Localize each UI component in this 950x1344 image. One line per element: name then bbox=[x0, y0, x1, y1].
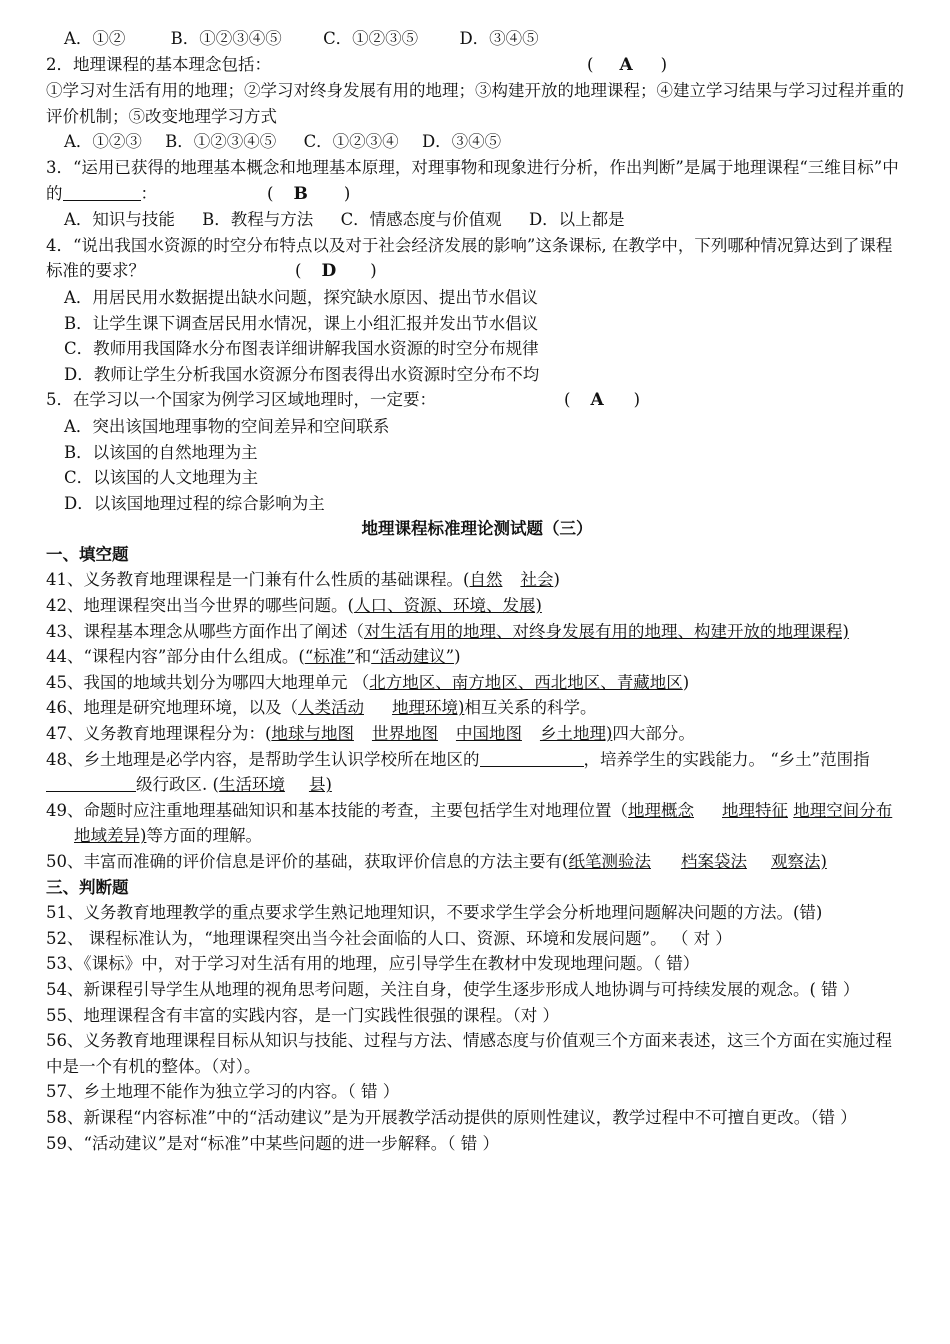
section-heading-fill: 一、填空题 bbox=[46, 544, 129, 564]
q5-option-c: C．以该国的人文地理为主 bbox=[64, 468, 259, 488]
q1-option-c: C．①②③⑤ bbox=[323, 29, 419, 48]
fill-43: 43、课程基本理念从哪些方面作出了阐述（对生活有用的地理、对终身发展有用的地理、构建开放的地理课程) bbox=[46, 621, 849, 641]
fill-50: 50、丰富而准确的评价信息是评价的基础，获取评价信息的方法主要有(纸笔测验法 档案袋法 观察法) bbox=[46, 852, 827, 871]
q5-stem: 5．在学习以一个国家为例学习区域地理时，一定要： ( A ) bbox=[46, 390, 641, 411]
fill-41: 41、义务教育地理课程是一门兼有什么性质的基础课程。(自然 社会) bbox=[46, 570, 560, 590]
fill-47: 47、义务教育地理课程分为：(地球与地图 世界地图 中国地图 乡土地理)四大部分。 bbox=[46, 724, 695, 744]
q1-option-d: D．③④⑤ bbox=[459, 29, 539, 48]
judge-51: 51、义务教育地理教学的重点要求学生熟记地理知识，不要求学生学会分析地理问题解决问题的方法。(错) bbox=[46, 903, 823, 923]
q4-option-b: B．让学生课下调查居民用水情况，课上小组汇报并发出节水倡议 bbox=[64, 313, 539, 333]
section-title: 地理课程标准理论测试题（三） bbox=[361, 519, 593, 539]
fill-42: 42、地理课程突出当今世界的哪些问题。(人口、资源、环境、发展) bbox=[46, 596, 542, 616]
q4-option-d: D．教师让学生分析我国水资源分布图表得出水资源时空分布不均 bbox=[64, 364, 540, 384]
fill-46: 46、地理是研究地理环境，以及（人类活动 地理环境)相互关系的科学。 bbox=[46, 698, 597, 718]
section-heading-judge: 三、判断题 bbox=[46, 877, 129, 897]
q2-options: A．①②③ B．①②③④⑤ C．①②③④ D．③④⑤ bbox=[64, 132, 502, 152]
judge-53: 53、《课标》中，对于学习对生活有用的地理，应引导学生在教材中发现地理问题。（ 错） bbox=[46, 954, 700, 974]
fill-45: 45、我国的地域共划分为哪四大地理单元 （北方地区、南方地区、西北地区、青藏地区) bbox=[46, 672, 690, 692]
q5-option-b: B．以该国的自然地理为主 bbox=[64, 442, 258, 462]
q4-option-c: C．教师用我国降水分布图表详细讲解我国水资源的时空分布规律 bbox=[64, 339, 539, 359]
judge-58: 58、新课程“内容标准”中的“活动建议”是为开展教学活动提供的原则性建议，教学过程中不可擅自更改。（错 ） bbox=[46, 1107, 857, 1127]
q1-options bbox=[46, 26, 908, 52]
judge-55: 55、地理课程含有丰富的实践内容，是一门实践性很强的课程。（对 ） bbox=[46, 1005, 559, 1025]
judge-57: 57、乡土地理不能作为独立学习的内容。（ 错 ） bbox=[46, 1082, 400, 1102]
q4-answer: D bbox=[321, 261, 337, 282]
q2-body: ①学习对生活有用的地理；②学习对终身发展有用的地理；③构建开放的地理课程；④建立学习结果与学习过程并重的评价机制；⑤改变地理学习方式 bbox=[46, 81, 904, 126]
fill-48-blank-1 bbox=[480, 750, 584, 767]
judge-52: 52、 课程标准认为，“地理课程突出当今社会面临的人口、资源、环境和发展问题”。 （ 对 ） bbox=[46, 928, 732, 948]
fill-48-blank-2 bbox=[46, 775, 136, 792]
q5-answer: A bbox=[590, 390, 604, 411]
q1-option-a: A．①② bbox=[64, 29, 126, 48]
fill-44: 44、“课程内容”部分由什么组成。(“标准”和“活动建议”) bbox=[46, 647, 461, 667]
q2-stem: 2．地理课程的基本理念包括： ( A ) bbox=[46, 54, 668, 75]
fill-48: 48、乡土地理是必学内容，是帮助学生认识学校所在地区的 ，培养学生的实践能力。 “乡土”范围指级行政区. (生活环境 县) bbox=[46, 749, 870, 795]
judge-59: 59、“活动建议”是对“标准”中某些问题的进一步解释。（ 错 ） bbox=[46, 1133, 499, 1153]
q1-option-b: B．①②③④⑤ bbox=[170, 29, 282, 48]
q3-stem: 3．“运用已获得的地理基本概念和地理基本原理，对理事物和现象进行分析，作出判断”是属于地理课程“三维目标”中的 ： ( B ) bbox=[46, 157, 899, 204]
q3-answer: B bbox=[293, 183, 308, 204]
q4-option-a: A．用居民用水数据提出缺水问题，探究缺水原因、提出节水倡议 bbox=[64, 287, 538, 307]
q3-options: A．知识与技能 B．教程与方法 C．情感态度与价值观 D．以上都是 bbox=[64, 210, 625, 230]
fill-49: 49、命题时应注重地理基础知识和基本技能的考查，主要包括学生对地理位置（地理概念 地理特征 地理空间分布地域差异)等方面的理解。 bbox=[46, 800, 893, 846]
q2-answer: A bbox=[619, 54, 633, 75]
q3-blank bbox=[63, 184, 141, 201]
q4-stem: 4．“说出我国水资源的时空分布特点以及对于社会经济发展的影响”这条课标, 在教学中，下列哪种情况算达到了课程标准的要求？ ( D ) bbox=[46, 235, 893, 282]
judge-54: 54、新课程引导学生从地理的视角思考问题，关注自身，使学生逐步形成人地协调与可持续发展的观念。( 错 ） bbox=[46, 979, 860, 999]
q5-option-a: A．突出该国地理事物的空间差异和空间联系 bbox=[64, 416, 390, 436]
judge-56: 56、义务教育地理课程目标从知识与技能、过程与方法、情感态度与价值观三个方面来表述，这三个方面在实施过程中是一个有机的整体。（对）。 bbox=[46, 1031, 892, 1076]
q5-option-d: D．以该国地理过程的综合影响为主 bbox=[64, 493, 325, 513]
